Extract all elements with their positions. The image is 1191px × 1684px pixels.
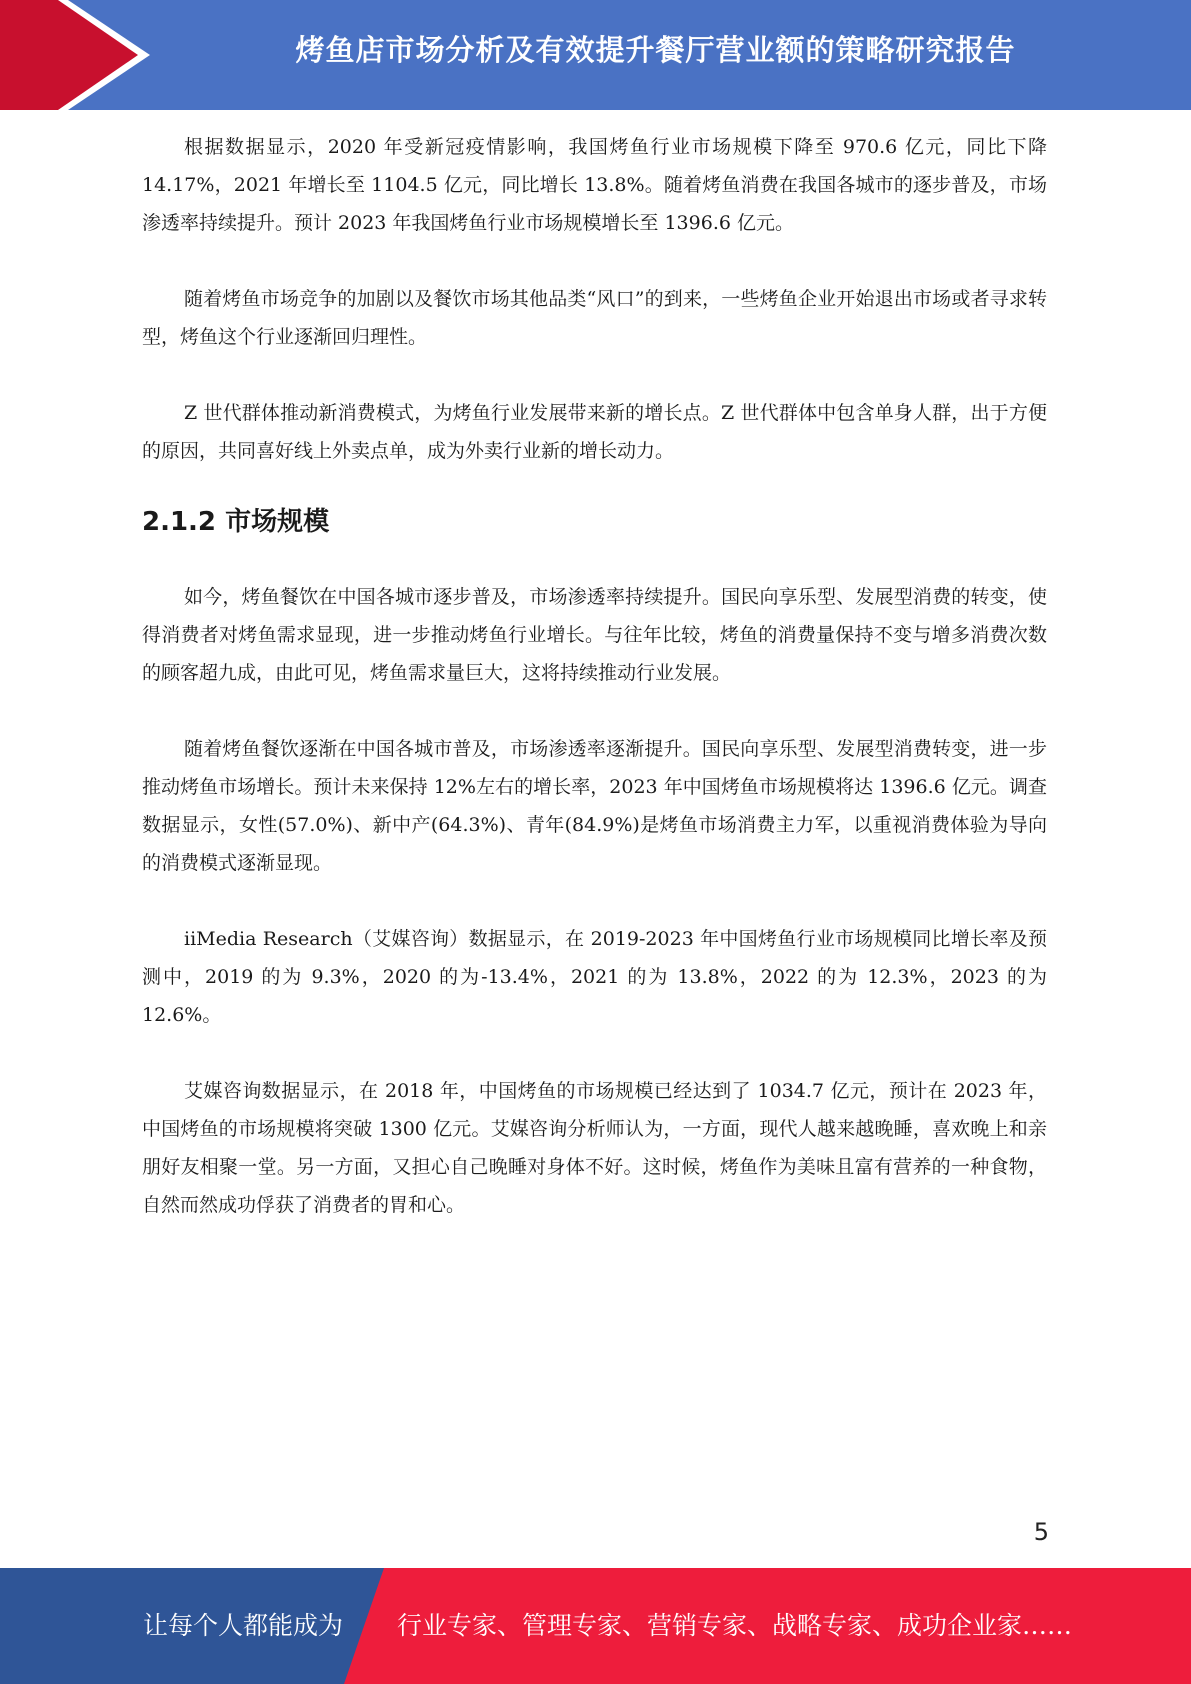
page-header [0, 0, 1191, 110]
page-footer [0, 1568, 1191, 1684]
paragraph: 如今，烤鱼餐饮在中国各城市逐步普及，市场渗透率持续提升。国民向享乐型、发展型消费的转变，使得消费者对烤鱼需求显现，进一步推动烤鱼行业增长。与往年比较，烤鱼的消费量保持不变与增多消费次数的顾客超九成，由此可见，烤鱼需求量巨大，这将持续推动行业发展。 [142, 586, 1047, 684]
paragraph: 艾媒咨询数据显示，在 2018 年，中国烤鱼的市场规模已经达到了 1034.7 亿元，预计在 2023 年，中国烤鱼的市场规模将突破 1300 亿元。艾媒咨询分析师认为，一方面，现代人越来越晚睡，喜欢晚上和亲朋好友相聚一堂。另一方面，又担心自己晚睡对身体不好。这时候，烤鱼作为美味且富有营养的一种食物，自然而然成功俘获了消费者的胃和心。 [142, 1080, 1047, 1216]
paragraph: Z 世代群体推动新消费模式，为烤鱼行业发展带来新的增长点。Z 世代群体中包含单身人群，出于方便的原因，共同喜好线上外卖点单，成为外卖行业新的增长动力。 [142, 402, 1047, 462]
section-heading: 2.1.2 市场规模 [142, 507, 330, 537]
document-body [142, 128, 1047, 1224]
paragraph: 随着烤鱼市场竞争的加剧以及餐饮市场其他品类“风口”的到来，一些烤鱼企业开始退出市场或者寻求转型，烤鱼这个行业逐渐回归理性。 [142, 288, 1047, 348]
page-number: 5 [1033, 1518, 1049, 1546]
paragraph: iiMedia Research（艾媒咨询）数据显示，在 2019-2023 年中国烤鱼行业市场规模同比增长率及预测中，2019 的为 9.3%，2020 的为-13.4%，2021 的为 13.8%，2022 的为 12.3%，2023 的为 12.6%。 [142, 928, 1047, 1026]
report-title: 烤鱼店市场分析及有效提升餐厅营业额的策略研究报告 [295, 33, 1016, 67]
footer-slogan-left: 让每个人都能成为 [143, 1611, 344, 1640]
paragraph: 随着烤鱼餐饮逐渐在中国各城市普及，市场渗透率逐渐提升。国民向享乐型、发展型消费转变，进一步推动烤鱼市场增长。预计未来保持 12%左右的增长率，2023 年中国烤鱼市场规模将达 1396.6 亿元。调查数据显示，女性(57.0%)、新中产(64.3%)、青年(84.9%)是烤鱼市场消费主力军，以重视消费体验为导向的消费模式逐渐显现。 [142, 738, 1047, 874]
paragraph: 根据数据显示，2020 年受新冠疫情影响，我国烤鱼行业市场规模下降至 970.6 亿元，同比下降 14.17%，2021 年增长至 1104.5 亿元，同比增长 13.8%。随着烤鱼消费在我国各城市的逐步普及，市场渗透率持续提升。预计 2023 年我国烤鱼行业市场规模增长至 1396.6 亿元。 [142, 136, 1047, 234]
footer-slogan-right: 行业专家、管理专家、营销专家、战略专家、成功企业家…… [397, 1611, 1073, 1640]
